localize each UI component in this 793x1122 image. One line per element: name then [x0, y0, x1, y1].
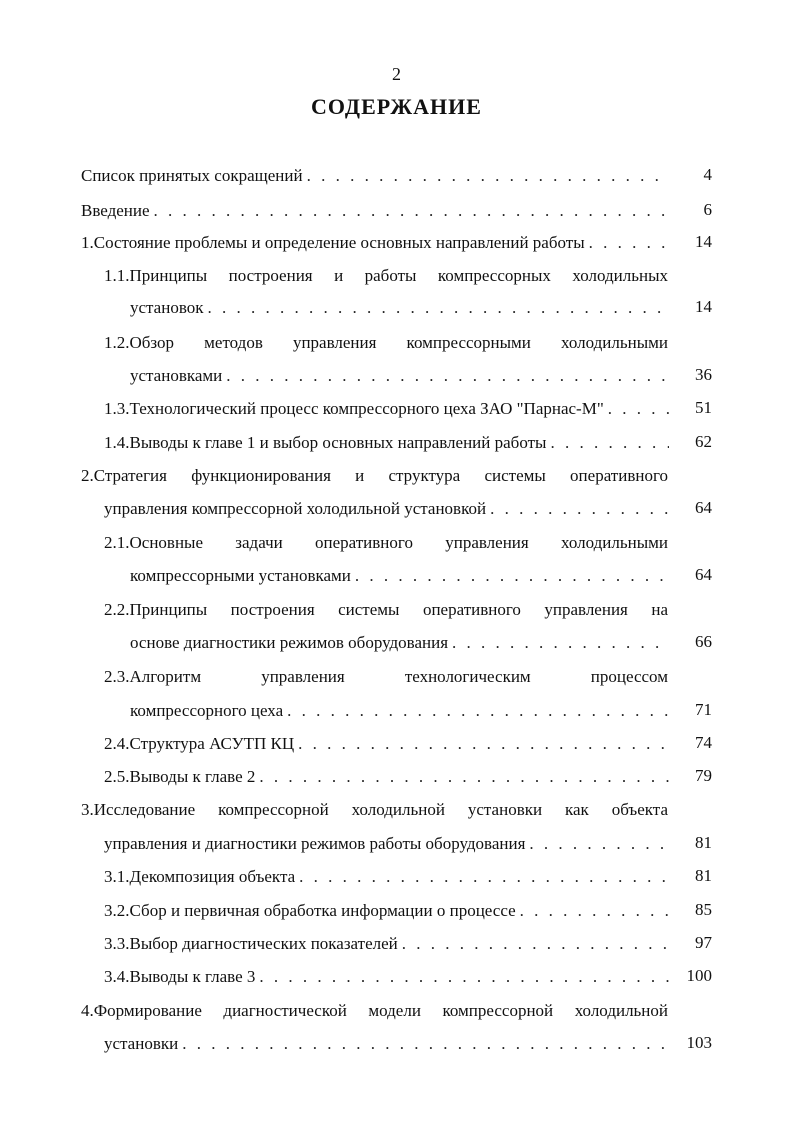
toc-page-number: 14 [695, 232, 712, 251]
toc-page-number: 81 [695, 866, 712, 885]
toc-entry [104, 833, 669, 855]
toc-entry-line1: 2.3.Алгоритм управления технологическим процессом [104, 667, 668, 686]
toc-entry-line1: 2.Стратегия функционирования и структура системы оперативного [81, 466, 668, 485]
toc-entry [104, 733, 669, 755]
toc-page-number: 71 [695, 700, 712, 719]
toc-page-number: 85 [695, 900, 712, 919]
toc-page-number: 64 [695, 498, 712, 517]
toc-page-number: 81 [695, 833, 712, 852]
toc-entry-line1: 1.2.Обзор методов управления компрессорными холодильными [104, 333, 668, 352]
toc-entry-title: 3.4.Выводы к главе 3 [104, 967, 256, 986]
toc-page-number: 64 [695, 565, 712, 584]
toc-entry [104, 766, 669, 788]
toc-entry-title: установки [104, 1034, 179, 1053]
toc-entry [104, 498, 669, 520]
toc-entry-line1: 1.1.Принципы построения и работы компрессорных холодильных [104, 266, 668, 285]
toc-page-number: 66 [695, 632, 712, 651]
toc-entry-title: Введение [81, 201, 150, 220]
page-number: 2 [392, 64, 401, 84]
toc-entry-title: 3.1.Декомпозиция объекта [104, 867, 296, 886]
toc-entry-title: 1.Состояние проблемы и определение основных направлений работы [81, 233, 585, 252]
toc-entry-title: установками [130, 366, 223, 385]
toc-entry [130, 297, 669, 319]
toc-entry-title: компрессорными установками [130, 566, 351, 585]
toc-page-number: 103 [686, 1033, 712, 1052]
toc-entry-title: управления компрессорной холодильной установкой [104, 499, 487, 518]
toc-entry [104, 432, 669, 454]
toc-entry-title: основе диагностики режимов оборудования [130, 633, 449, 652]
toc-entry [130, 565, 669, 587]
toc-entry [104, 398, 669, 420]
toc-page-number: 79 [695, 766, 712, 785]
toc-entry-title: компрессорного цеха [130, 701, 284, 720]
toc-entry [104, 900, 669, 922]
toc-page-number: 14 [695, 297, 712, 316]
toc-entry-title: 1.4.Выводы к главе 1 и выбор основных направлений работы [104, 433, 547, 452]
toc-entry [81, 165, 669, 187]
toc-page-number: 74 [695, 733, 712, 752]
toc-page-number: 62 [695, 432, 712, 451]
toc-entry-line1: 2.2.Принципы построения системы оперативного управления на [104, 600, 668, 619]
toc-entry [81, 232, 669, 254]
toc-entry [81, 200, 669, 222]
toc-entry [130, 365, 669, 387]
toc-entry-title: 3.3.Выбор диагностических показателей [104, 934, 398, 953]
toc-entry [104, 966, 669, 988]
toc-page-number: 6 [703, 200, 712, 219]
toc-page-number: 97 [695, 933, 712, 952]
toc-entry-title: 2.5.Выводы к главе 2 [104, 767, 256, 786]
toc-page-number: 51 [695, 398, 712, 417]
toc-page-number: 100 [686, 966, 712, 985]
toc-entry [130, 632, 669, 654]
page-title: СОДЕРЖАНИЕ [311, 94, 482, 119]
toc-entry [104, 866, 669, 888]
toc-entry-title: установок [130, 298, 204, 317]
toc-entry-title: 2.4.Структура АСУТП КЦ [104, 734, 295, 753]
toc-page-number: 36 [695, 365, 712, 384]
toc-entry-line1: 4.Формирование диагностической модели компрессорной холодильной [81, 1001, 668, 1020]
toc-entry-title: 1.3.Технологический процесс компрессорного цеха ЗАО "Парнас-М" [104, 399, 604, 418]
toc-entry-title: управления и диагностики режимов работы оборудования [104, 834, 526, 853]
toc-entry-line1: 3.Исследование компрессорной холодильной установки как объекта [81, 800, 668, 819]
toc-entry-title: 3.2.Сбор и первичная обработка информации о процессе [104, 901, 516, 920]
toc-entry [104, 933, 669, 955]
toc-entry [130, 700, 669, 722]
toc-entry-line1: 2.1.Основные задачи оперативного управления холодильными [104, 533, 668, 552]
toc-page-number: 4 [703, 165, 712, 184]
toc-entry [104, 1033, 669, 1055]
toc-entry-title: Список принятых сокращений [81, 166, 303, 185]
